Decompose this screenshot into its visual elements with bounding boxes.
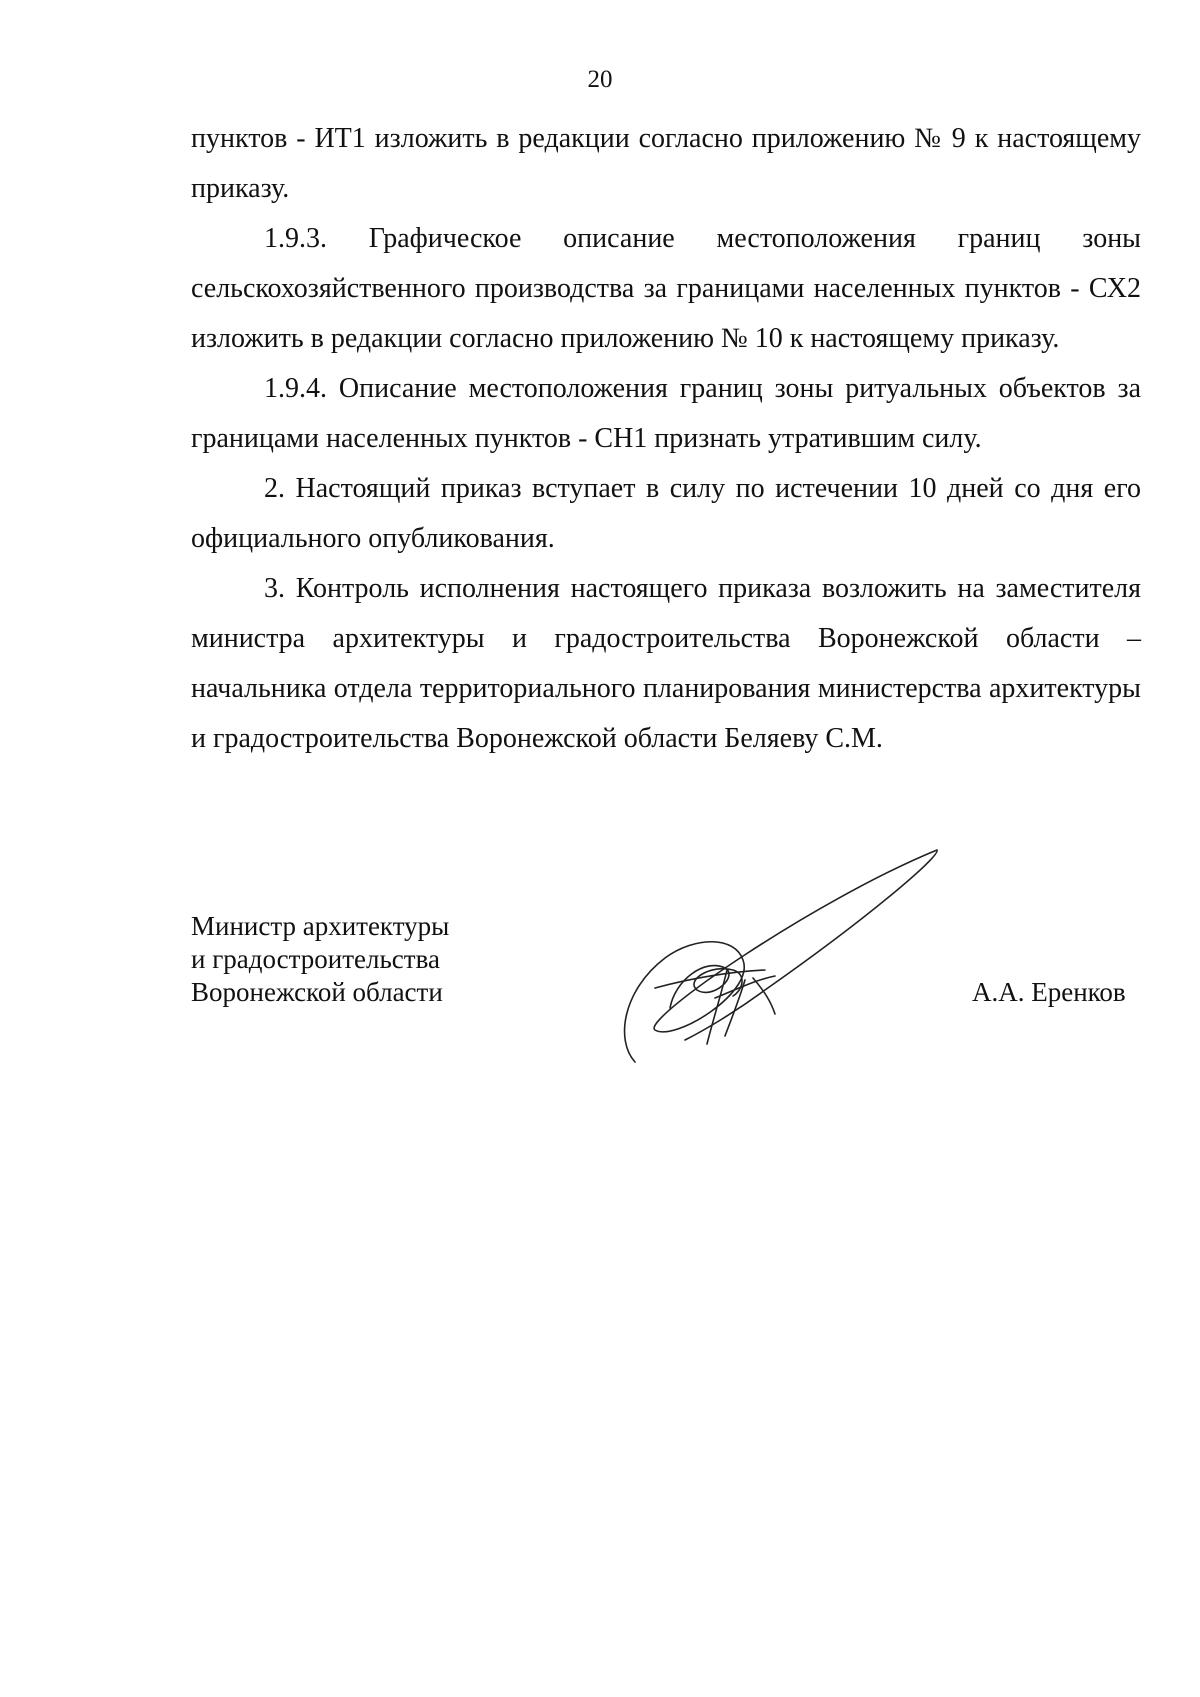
signer-title-line: Воронежской области (191, 977, 443, 1007)
handwritten-signature (615, 830, 975, 1080)
paragraph-3: 3. Контроль исполнения настоящего приказа возложить на заместителя министра архитектуры и градостроительства Воронежской области – начальника отдела территориального планирования министерства архитектуры и градостроительства Воронежской области Беляеву С.М. (191, 573, 1141, 754)
signer-name: А.А. Еренков (972, 977, 1126, 1007)
page-number: 20 (587, 66, 613, 93)
signer-title-line: и градостроительства (191, 944, 440, 974)
paragraph-2: 2. Настоящий приказ вступает в силу по истечении 10 дней со дня его официального опубликования. (191, 473, 1141, 554)
signer-title-line: Министр архитектуры (191, 911, 450, 941)
paragraph-1-9-3: 1.9.3. Графическое описание местоположения границ зоны сельскохозяйственного производства за границами населенных пунктов - СХ2 изложить в редакции согласно приложению № 10 к настоящему приказу. (191, 223, 1141, 354)
paragraph-it1-continuation: пунктов - ИТ1 изложить в редакции согласно приложению № 9 к настоящему приказу. (191, 123, 1141, 204)
body-text (191, 114, 1141, 764)
signer-title-block (191, 910, 449, 1009)
paragraph-1-9-4: 1.9.4. Описание местоположения границ зоны ритуальных объектов за границами населенных пунктов - СН1 признать утратившим силу. (191, 373, 1141, 454)
